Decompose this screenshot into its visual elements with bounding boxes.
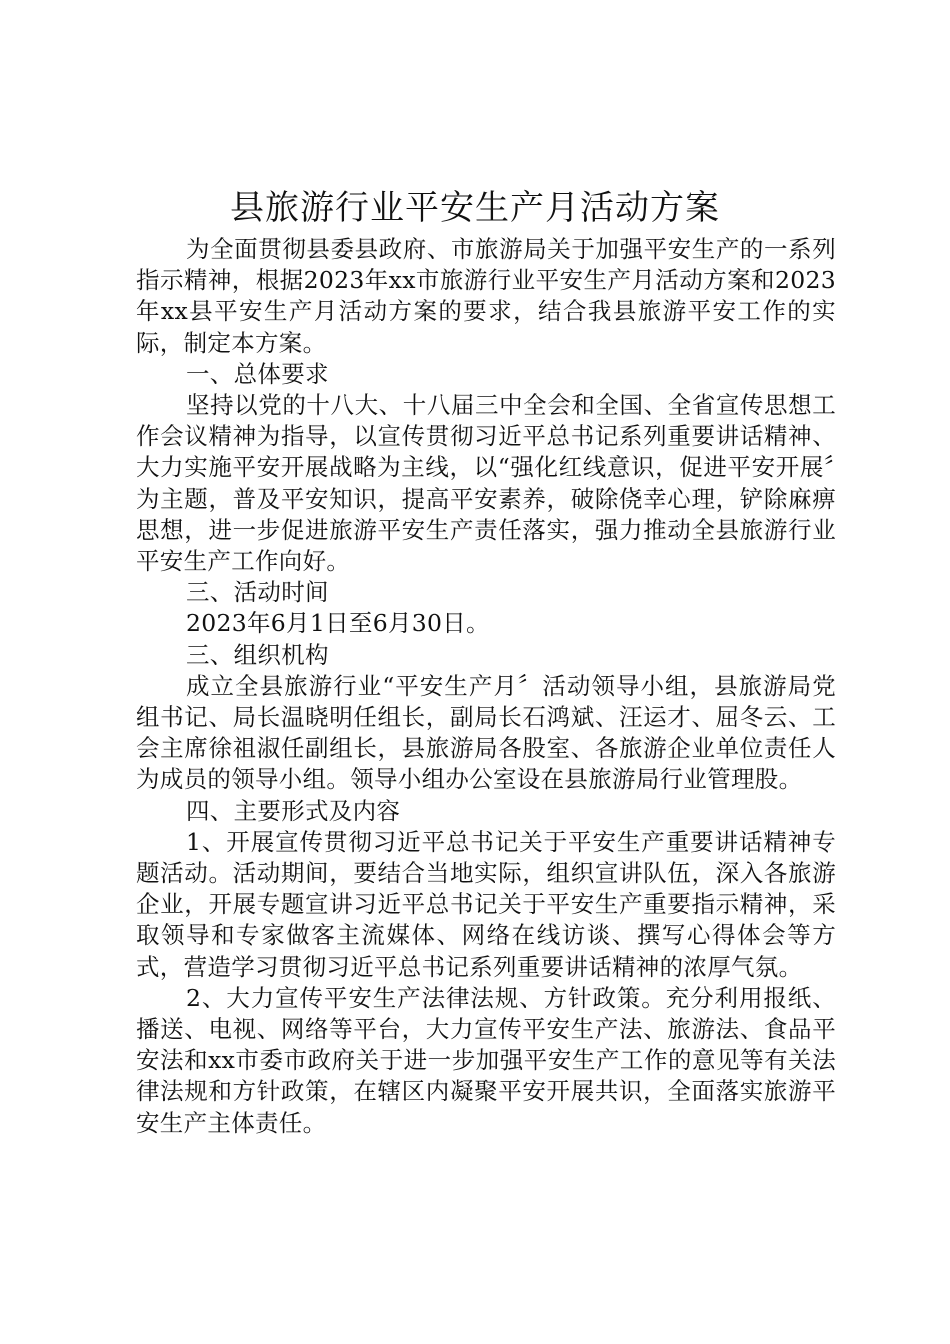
main-content-item-2: 2、大力宣传平安生产法律法规、方针政策。充分利用报纸、播送、电视、网络等平台，大力宣传平安生产法、旅游法、食品平安法和xx市委市政府关于进一步加强平安生产工作的意见等有关法律法规和方针政策，在辖区内凝聚平安开展共识，全面落实旅游平安生产主体责任。 — [136, 983, 836, 1137]
intro-paragraph: 为全面贯彻县委县政府、市旅游局关于加强平安生产的一系列指示精神，根据2023年xx市旅游行业平安生产月活动方案和2023年xx县平安生产月活动方案的要求，结合我县旅游平安工作的实际，制定本方案。 — [136, 235, 836, 357]
section-heading-activity-time: 三、活动时间 — [186, 578, 329, 607]
activity-time-paragraph: 2023年6月1日至6月30日。 — [186, 609, 490, 638]
section-heading-general-requirements: 一、总体要求 — [186, 359, 329, 388]
document-body — [136, 234, 836, 1139]
document-title: 县旅游行业平安生产月活动方案 — [230, 188, 720, 228]
section-heading-main-content: 四、主要形式及内容 — [186, 796, 401, 825]
main-content-item-1: 1、开展宣传贯彻习近平总书记关于平安生产重要讲话精神专题活动。活动期间，要结合当地实际，组织宣讲队伍，深入各旅游企业，开展专题宣讲习近平总书记关于平安生产重要指示精神，采取领导和专家做客主流媒体、网络在线访谈、撰写心得体会等方式，营造学习贯彻习近平总书记系列重要讲话精神的浓厚气氛。 — [136, 827, 836, 981]
section-heading-organization: 三、组织机构 — [186, 640, 329, 669]
organization-paragraph: 成立全县旅游行业“平安生产月〞活动领导小组，县旅游局党组书记、局长温晓明任组长，副局长石鸿斌、汪运才、屈冬云、工会主席徐祖淑任副组长，县旅游局各股室、各旅游企业单位责任人为成员的领导小组。领导小组办公室设在县旅游局行业管理股。 — [136, 671, 836, 794]
general-requirements-paragraph: 坚持以党的十八大、十八届三中全会和全国、全省宣传思想工作会议精神为指导，以宣传贯彻习近平总书记系列重要讲话精神、大力实施平安开展战略为主线，以“强化红线意识，促进平安开展〞为主题，普及平安知识，提高平安素养，破除侥幸心理，铲除麻痹思想，进一步促进旅游平安生产责任落实，强力推动全县旅游行业平安生产工作向好。 — [136, 391, 836, 576]
